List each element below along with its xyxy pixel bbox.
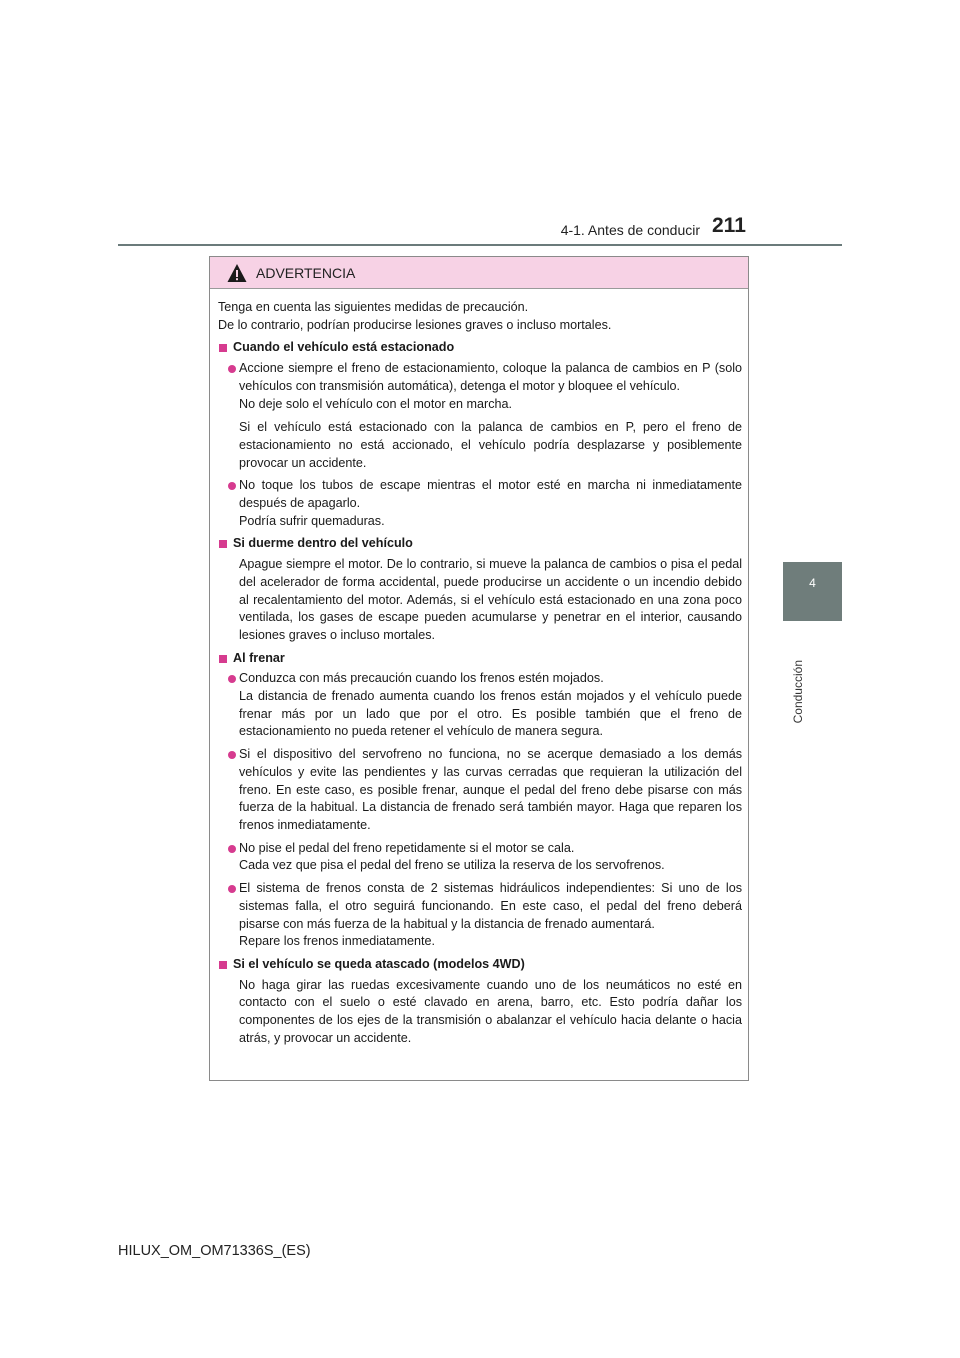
item-text: La distancia de frenado aumenta cuando los frenos están mojados y el vehículo puede frenar más por un lado que por el otro. Es posible también que el freno de estacionamiento no pueda retener el vehículo de manera segura. [239, 689, 742, 739]
section-heading-text: Al frenar [233, 650, 285, 665]
item-text: Accione siempre el freno de estacionamiento, coloque la palanca de cambios en P (solo vehículos con transmisión automática), detenga el motor y bloquee el vehículo. [239, 361, 742, 393]
round-bullet-icon [228, 482, 236, 490]
round-bullet-icon [228, 845, 236, 853]
item-text: Conduzca con más precaución cuando los frenos estén mojados. [239, 671, 604, 686]
chapter-tab-number: 4 [809, 576, 816, 590]
list-item [218, 477, 742, 530]
round-bullet-icon [228, 885, 236, 893]
round-bullet-icon [228, 365, 236, 373]
section-heading [218, 339, 742, 357]
header-divider [118, 244, 842, 246]
warning-triangle-icon [227, 263, 247, 283]
section-heading [218, 956, 742, 974]
list-item [218, 746, 742, 835]
intro-line: De lo contrario, podrían producirse lesiones graves o incluso mortales. [218, 317, 612, 332]
chapter-tab[interactable] [783, 562, 842, 621]
warning-box [209, 256, 749, 1081]
warning-title: ADVERTENCIA [256, 264, 356, 281]
warning-intro [218, 299, 742, 334]
item-text: Cada vez que pisa el pedal del freno se utiliza la reserva de los servofrenos. [239, 858, 665, 873]
page-number: 211 [712, 214, 746, 237]
intro-line: Tenga en cuenta las siguientes medidas de precaución. [218, 300, 529, 314]
item-text: Repare los frenos inmediatamente. [239, 934, 436, 949]
item-text: Si el vehículo está estacionado con la palanca de cambios en P, pero el freno de estacionamiento no está accionado, el vehículo podría desplazarse y posiblemente provocar un accidente. [239, 420, 742, 470]
item-text: Podría sufrir quemaduras. [239, 513, 385, 528]
warning-header [210, 257, 748, 289]
square-bullet-icon [219, 344, 227, 352]
section-title: 4-1. Antes de conducir [560, 222, 700, 238]
warning-body [210, 289, 748, 1047]
item-text: El sistema de frenos consta de 2 sistemas hidráulicos independientes: Si uno de los sistemas falla, el otro seguirá funcionando. En este caso, el pedal del freno deberá pisarse con más fuerza de la habitual y la distancia de frenado aumentará. [239, 881, 742, 931]
section-heading-text: Cuando el vehículo está estacionado [233, 340, 455, 355]
round-bullet-icon [228, 751, 236, 759]
section-heading [218, 650, 742, 668]
square-bullet-icon [219, 540, 227, 548]
square-bullet-icon [219, 655, 227, 663]
square-bullet-icon [219, 961, 227, 969]
list-item [218, 360, 742, 472]
item-text: No deje solo el vehículo con el motor en marcha. [239, 396, 513, 411]
section-text: No haga girar las ruedas excesivamente cuando uno de los neumáticos no esté en contacto con el suelo o esté clavado en arena, barro, etc. Esto podría dañar los componentes de los ejes de la transmisión o abalanzar el vehículo hacia delante o hacia atrás, y provocar un accidente. [239, 977, 742, 1045]
chapter-tab-label: Conducción [791, 660, 805, 724]
list-item [218, 840, 742, 875]
round-bullet-icon [228, 675, 236, 683]
document-id: HILUX_OM_OM71336S_(ES) [118, 1243, 311, 1259]
item-text: No pise el pedal del freno repetidamente si el motor se cala. [239, 840, 575, 855]
item-text: No toque los tubos de escape mientras el motor esté en marcha ni inmediatamente después de apagarlo. [239, 478, 742, 511]
section-heading [218, 535, 742, 553]
list-item [218, 670, 742, 741]
item-text: Si el dispositivo del servofreno no funciona, no se acerque demasiado a los demás vehículos y evite las pendientes y las curvas cerradas que requieran la utilización del freno. En este caso, es posible frenar, aunque el pedal del freno debe pisarse con más fuerza de la habitual. La distancia de frenado será también mayor. Haga que reparen los frenos inmediatamente. [239, 747, 742, 832]
section-text: Apague siempre el motor. De lo contrario, si mueve la palanca de cambios o pisa el pedal del acelerador de forma accidental, puede producirse un accidente o un incendio debido al recalentamiento del motor. Además, si el vehículo está estacionado en una zona poco ventilada, los gases de escape pueden acumularse y penetrar en el interior, causando lesiones graves o incluso mortales. [239, 557, 742, 642]
section-heading-text: Si duerme dentro del vehículo [233, 536, 413, 551]
list-item [218, 880, 742, 951]
section-heading-text: Si el vehículo se queda atascado (modelos 4WD) [233, 956, 525, 971]
